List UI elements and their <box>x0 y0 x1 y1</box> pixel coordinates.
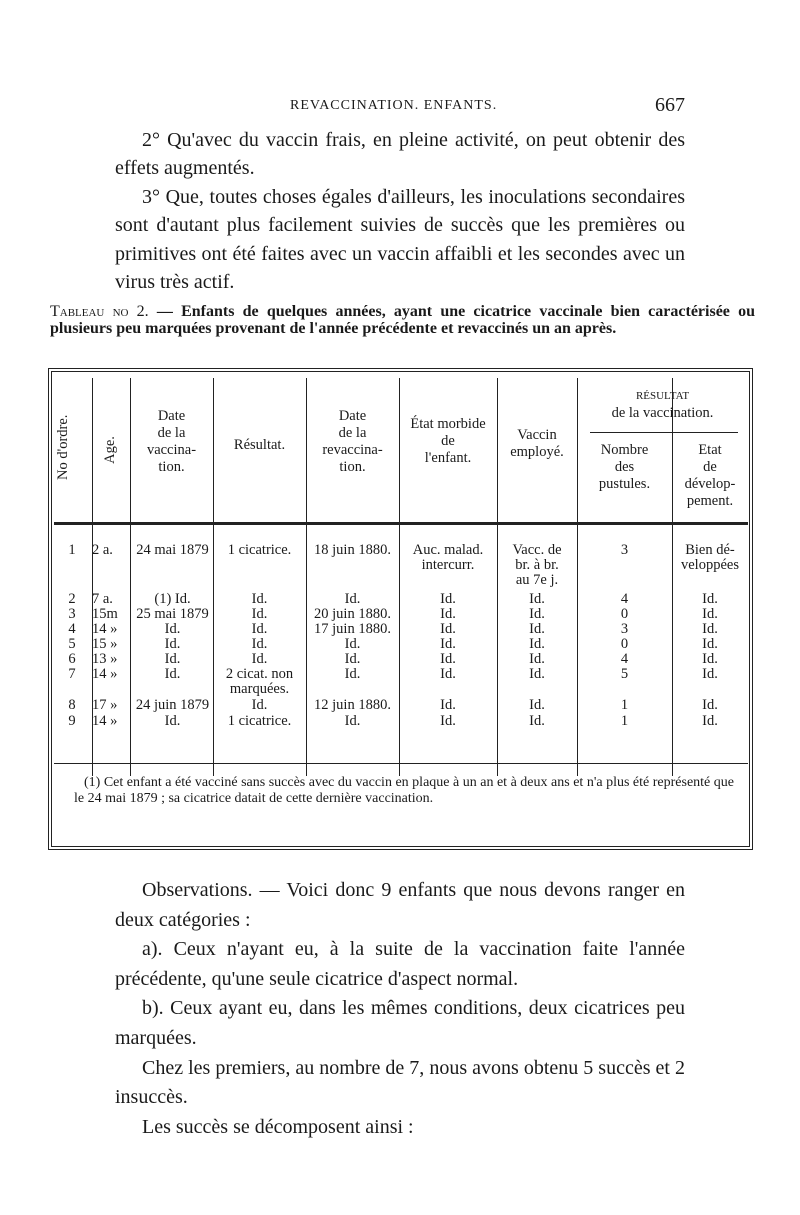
table-cell-age: 14 » <box>92 666 118 682</box>
table-cell-no: 2 <box>68 591 76 607</box>
table-cell-no: 8 <box>68 697 76 713</box>
table-cell-vaccin: Id. <box>529 621 545 637</box>
table-cell-vaccin: Vacc. de <box>512 542 562 558</box>
table-cell-pustules: 5 <box>620 666 629 682</box>
paragraph: a). Ceux n'ayant eu, à la suite de la vaccination faite l'année précédente, qu'une seule cicatrice d'aspect normal. <box>115 938 685 990</box>
table-cell-dev: Bien dé- <box>685 542 735 558</box>
table-cell-pustules: 1 <box>620 697 629 713</box>
table-cell-date_vacc: Id. <box>164 651 181 667</box>
table-cell-age: 13 » <box>92 651 118 667</box>
table-cell-resultat: Id. <box>251 591 268 607</box>
table-cell-date_revacc: Id. <box>344 636 361 652</box>
table-cell-no: 3 <box>68 606 76 622</box>
table-cell-dev: Id. <box>702 651 718 667</box>
table-cell-dev: Id. <box>702 591 718 607</box>
header-date-vaccination: Date de la vaccina- tion. <box>146 408 197 475</box>
table-cell-pustules: 0 <box>620 636 629 652</box>
table-caption <box>50 303 755 337</box>
page-number: 667 <box>655 94 685 116</box>
header-ordre: No d'ordre. <box>55 414 71 480</box>
table-cell-etat: Auc. malad. <box>412 542 484 558</box>
table-cell-dev: Id. <box>702 636 718 652</box>
table-cell-vaccin: Id. <box>529 591 545 607</box>
table-cell-pustules: 4 <box>620 591 629 607</box>
table-cell-dev: Id. <box>702 621 718 637</box>
table-cell-etat: Id. <box>440 713 456 729</box>
table-cell-date_revacc: 12 juin 1880. <box>314 697 391 713</box>
table-cell-date_revacc: 17 juin 1880. <box>314 621 391 637</box>
header-etat-developpement: Etat de dévelop- pement. <box>684 442 736 509</box>
table-cell-resultat: Id. <box>251 697 268 713</box>
table-cell-vaccin: Id. <box>529 713 545 729</box>
table-cell-vaccin: Id. <box>529 651 545 667</box>
table-cell-resultat: Id. <box>251 651 268 667</box>
table-cell-resultat: Id. <box>251 621 268 637</box>
table-cell-pustules: 0 <box>620 606 629 622</box>
table-cell-age: 2 a. <box>92 542 113 558</box>
table-cell-etat: Id. <box>440 591 456 607</box>
table-cell-pustules: 3 <box>620 542 629 558</box>
table-cell-pustules: 3 <box>620 621 629 637</box>
paragraph: 2° Qu'avec du vaccin frais, en pleine activité, on peut obtenir des effets augmentés. <box>115 129 685 180</box>
table-cell-resultat2: marquées. <box>229 681 290 697</box>
table-cell-date_vacc: Id. <box>164 636 181 652</box>
table-cell-etat2: intercurr. <box>421 557 475 573</box>
header-etat-morbide: État morbide de l'enfant. <box>410 416 486 466</box>
table-cell-date_vacc: 24 juin 1879 <box>135 697 210 713</box>
observations-text <box>115 876 685 1142</box>
running-title: REVACCINATION. ENFANTS. <box>290 98 498 113</box>
table-cell-age: 15 » <box>92 636 118 652</box>
table-cell-date_vacc: Id. <box>164 666 181 682</box>
table-cell-date_revacc: Id. <box>344 591 361 607</box>
table-cell-vaccin3: au 7e j. <box>515 572 559 588</box>
table-cell-resultat: 2 cicat. non <box>225 666 294 682</box>
table-cell-no: 5 <box>68 636 76 652</box>
table-cell-date_vacc: (1) Id. <box>154 591 191 607</box>
table-cell-date_vacc: Id. <box>164 713 181 729</box>
table-cell-no: 6 <box>68 651 76 667</box>
page-header <box>115 96 685 120</box>
caption-label: Tableau no 2. <box>50 303 149 320</box>
header-rule <box>54 522 748 525</box>
paragraph: 3° Que, toutes choses égales d'ailleurs, les inoculations secondaires sont d'autant plus facilement suivies de succès que les premières ou primitives ont été faites avec un vaccin affaibli et les secondes avec un virus très actif. <box>115 185 685 294</box>
table-cell-date_revacc: Id. <box>344 651 361 667</box>
table-cell-date_revacc: 20 juin 1880. <box>314 606 391 622</box>
table-cell-age: 17 » <box>92 697 118 713</box>
table-cell-etat: Id. <box>440 621 456 637</box>
table-cell-dev2: veloppées <box>681 557 739 573</box>
table-cell-date_revacc: Id. <box>344 666 361 682</box>
table-cell-date_vacc: Id. <box>164 621 181 637</box>
footnote-text: (1) Cet enfant a été vacciné sans succès avec du vaccin en plaque à un an et à deux ans et n'a plus été représenté que le 24 mai 1879 ; sa cicatrice datait de cette dernière vaccination. <box>74 775 734 806</box>
header-resultat-vaccination: RÉSULTAT de la vaccination. <box>611 390 714 421</box>
table-cell-vaccin: Id. <box>529 636 545 652</box>
table-cell-age: 14 » <box>92 713 118 729</box>
table-cell-date_vacc: 24 mai 1879 <box>136 542 209 558</box>
resultat-underline <box>590 432 738 433</box>
table-cell-date_revacc: Id. <box>344 713 361 729</box>
table-cell-dev: Id. <box>702 713 718 729</box>
table-cell-dev: Id. <box>702 606 718 622</box>
table-cell-resultat: Id. <box>251 636 268 652</box>
caption-text: — Enfants de quelques années, ayant une cicatrice vaccinale bien caractérisée ou plusieurs peu marquées provenant de l'année précédente et revaccinés un an après. <box>50 303 755 337</box>
table-cell-resultat: 1 cicatrice. <box>227 713 292 729</box>
table-cell-no: 9 <box>68 713 76 729</box>
table-cell-resultat: 1 cicatrice. <box>227 542 292 558</box>
footer-rule <box>54 763 748 764</box>
table-cell-no: 4 <box>68 621 76 637</box>
table-cell-no: 1 <box>68 542 76 558</box>
table-cell-age: 14 » <box>92 621 118 637</box>
table-cell-resultat: Id. <box>251 606 268 622</box>
table-cell-vaccin: Id. <box>529 697 545 713</box>
table-cell-etat: Id. <box>440 666 456 682</box>
paragraph: Observations. — Voici donc 9 enfants que nous devons ranger en deux catégories : <box>115 879 685 931</box>
paragraph: b). Ceux ayant eu, dans les mêmes conditions, deux cicatrices peu marquées. <box>115 997 685 1049</box>
table-footnote <box>74 775 734 806</box>
table-cell-vaccin: Id. <box>529 606 545 622</box>
table-cell-vaccin: Id. <box>529 666 545 682</box>
table-cell-date_revacc: 18 juin 1880. <box>314 542 391 558</box>
paragraph: Les succès se décomposent ainsi : <box>142 1115 414 1138</box>
table-cell-pustules: 1 <box>620 713 629 729</box>
table-cell-etat: Id. <box>440 697 456 713</box>
table-cell-age: 15m <box>92 606 118 622</box>
header-vaccin: Vaccin employé. <box>510 427 564 460</box>
table-cell-dev: Id. <box>702 697 718 713</box>
table-cell-etat: Id. <box>440 606 456 622</box>
table-cell-etat: Id. <box>440 651 456 667</box>
header-pustules: Nombre des pustules. <box>598 442 651 492</box>
header-resultat: Résultat. <box>233 437 286 453</box>
table-cell-etat: Id. <box>440 636 456 652</box>
intro-text <box>115 126 685 296</box>
table-cell-no: 7 <box>68 666 76 682</box>
table-cell-date_vacc: 25 mai 1879 <box>136 606 209 622</box>
table-cell-vaccin2: br. à br. <box>515 557 559 573</box>
header-age: Age. <box>102 436 118 464</box>
table-cell-pustules: 4 <box>620 651 629 667</box>
table-cell-dev: Id. <box>702 666 718 682</box>
table-cell-age: 7 a. <box>92 591 113 607</box>
header-date-revaccination: Date de la revaccina- tion. <box>322 408 383 475</box>
paragraph: Chez les premiers, au nombre de 7, nous avons obtenu 5 succès et 2 insuccès. <box>115 1056 685 1109</box>
